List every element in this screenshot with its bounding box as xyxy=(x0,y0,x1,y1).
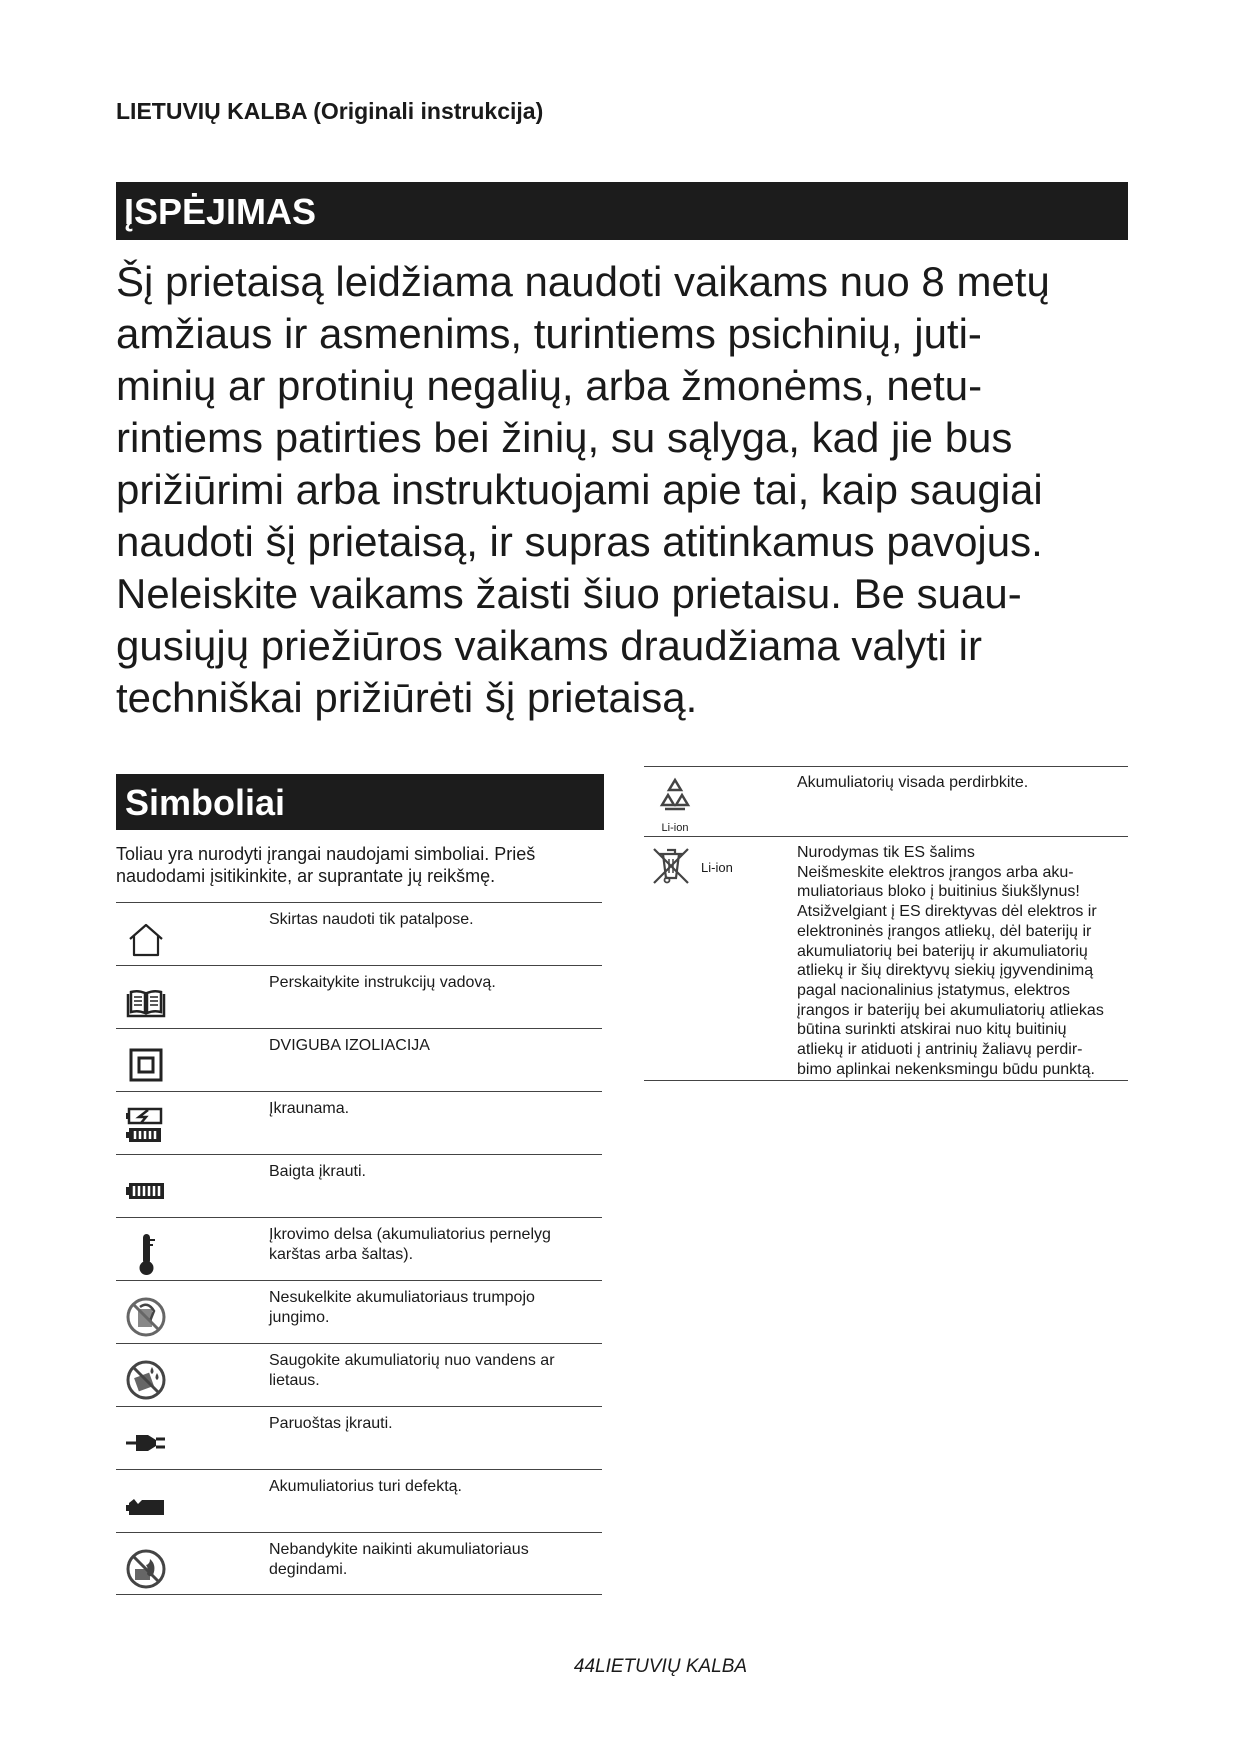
warning-line: techniškai prižiūrėti šį prietaisą. xyxy=(116,674,698,721)
no-fire-icon xyxy=(124,1547,168,1591)
weee-text xyxy=(797,843,1127,1079)
symbols-heading: Simboliai xyxy=(125,782,286,823)
weee-line: būtina surinkti atskirai nuo kitų buitinių xyxy=(797,1021,1067,1039)
symbol-row xyxy=(116,1406,602,1469)
page-footer xyxy=(0,1656,1241,1678)
symbol-text: Paruoštas įkrauti. xyxy=(269,1415,393,1432)
symbols-table xyxy=(116,902,602,1595)
symbol-row xyxy=(116,1091,602,1154)
symbol-row xyxy=(116,1154,602,1217)
symbol-row xyxy=(116,1469,602,1532)
symbol-text: Skirtas naudoti tik patalpose. xyxy=(269,911,474,928)
symbol-text: Akumuliatorius turi defektą. xyxy=(269,1478,462,1495)
recycle-icon-label: Li-ion xyxy=(661,822,689,834)
recycle-icon xyxy=(654,775,696,834)
warning-text xyxy=(116,256,1136,724)
weee-line: elektroninės įrangos atliekų, dėl baterijų ir xyxy=(797,922,1092,940)
recycle-row xyxy=(644,766,1128,836)
weee-row xyxy=(644,836,1128,1081)
warning-line: gusiųjų priežiūros vaikams draudžiama valyti ir xyxy=(116,622,983,669)
symbol-text: Įkrovimo delsa (akumuliatorius pernelyg karštas arba šaltas). xyxy=(269,1226,551,1263)
symbol-text: Baigta įkrauti. xyxy=(269,1163,366,1180)
weee-line: Atsižvelgiant į ES direktyvas dėl elektros ir xyxy=(797,903,1097,921)
battery-defect-icon xyxy=(124,1484,168,1528)
symbols-heading-bar xyxy=(116,774,604,830)
no-short-circuit-icon xyxy=(124,1295,168,1339)
warning-heading-bar xyxy=(116,182,1128,240)
symbol-text: Saugokite akumuliatorių nuo vandens ar lietaus. xyxy=(269,1352,555,1389)
weee-line: Neišmeskite elektros įrangos arba aku- xyxy=(797,863,1074,881)
symbol-row xyxy=(116,1532,602,1595)
symbol-row xyxy=(116,965,602,1028)
weee-line: Nurodymas tik ES šalims xyxy=(797,844,975,861)
weee-line: atliekų ir šių direktyvų siekių įgyvendinimą xyxy=(797,962,1094,980)
symbols-intro-line: naudodami įsitikinkite, ar suprantate jų reikšmę. xyxy=(116,866,496,886)
symbol-row xyxy=(116,902,602,965)
weee-line: akumuliatorių bei baterijų ir akumuliatorių xyxy=(797,942,1088,960)
symbol-row xyxy=(116,1028,602,1091)
symbol-row xyxy=(116,1343,602,1406)
warning-line: Neleiskite vaikams žaisti šiuo prietaisu. Be suau- xyxy=(116,570,1022,617)
symbol-text: Įkraunama. xyxy=(269,1100,350,1117)
eu-symbols-table xyxy=(644,766,1128,1081)
footer-text: 44LIETUVIŲ KALBA xyxy=(573,1656,748,1677)
warning-line: Šį prietaisą leidžiama naudoti vaikams nuo 8 metų xyxy=(116,258,1050,305)
thermometer-icon xyxy=(124,1232,168,1276)
warning-line: prižiūrimi arba instruktuojami apie tai, kaip saugiai xyxy=(116,466,1043,513)
warning-line: naudoti šį prietaisą, ir supras atitinkamus pavojus. xyxy=(116,518,1043,565)
symbol-text: Perskaitykite instrukcijų vadovą. xyxy=(269,974,496,991)
book-icon xyxy=(124,980,168,1024)
symbol-row xyxy=(116,1280,602,1343)
plug-icon xyxy=(124,1421,168,1465)
charging-icon xyxy=(124,1106,168,1150)
house-icon xyxy=(124,917,168,961)
symbols-intro xyxy=(116,843,604,887)
recycle-text: Akumuliatorių visada perdirbkite. xyxy=(797,774,1029,791)
double-insulation-icon xyxy=(124,1043,168,1087)
weee-line: įrangos ir baterijų bei akumuliatorių atliekas xyxy=(797,1001,1104,1019)
warning-line: rintiems patirties bei žinių, su sąlyga, kad jie bus xyxy=(116,414,1013,461)
weee-line: muliatoriaus bloko į buitinius šiukšlynus! xyxy=(797,883,1080,901)
weee-line: pagal nacionalinius įstatymus, elektros xyxy=(797,981,1071,999)
no-water-icon xyxy=(124,1358,168,1402)
crossed-bin-icon xyxy=(650,845,692,887)
weee-line: atliekų ir atiduoti į antrinių žaliavų perdir- xyxy=(797,1041,1083,1059)
weee-line: bimo aplinkai nekenksmingu būdu punktą. xyxy=(797,1060,1095,1078)
warning-line: amžiaus ir asmenims, turintiems psichinių, juti- xyxy=(116,310,982,357)
warning-heading: ĮSPĖJIMAS xyxy=(124,191,317,232)
symbol-text: Nesukelkite akumuliatoriaus trumpojo jungimo. xyxy=(269,1289,535,1326)
symbol-row xyxy=(116,1217,602,1280)
symbols-intro-line: Toliau yra nurodyti įrangai naudojami simboliai. Prieš xyxy=(116,844,536,864)
weee-icon-label: Li-ion xyxy=(701,860,733,875)
battery-full-icon xyxy=(124,1169,168,1213)
warning-line: minių ar protinių negalių, arba žmonėms, netu- xyxy=(116,362,983,409)
symbol-text: DVIGUBA IZOLIACIJA xyxy=(269,1037,430,1054)
symbol-text: Nebandykite naikinti akumuliatoriaus degindami. xyxy=(269,1541,529,1578)
document-title: LIETUVIŲ KALBA (Originali instrukcija) xyxy=(116,98,544,124)
